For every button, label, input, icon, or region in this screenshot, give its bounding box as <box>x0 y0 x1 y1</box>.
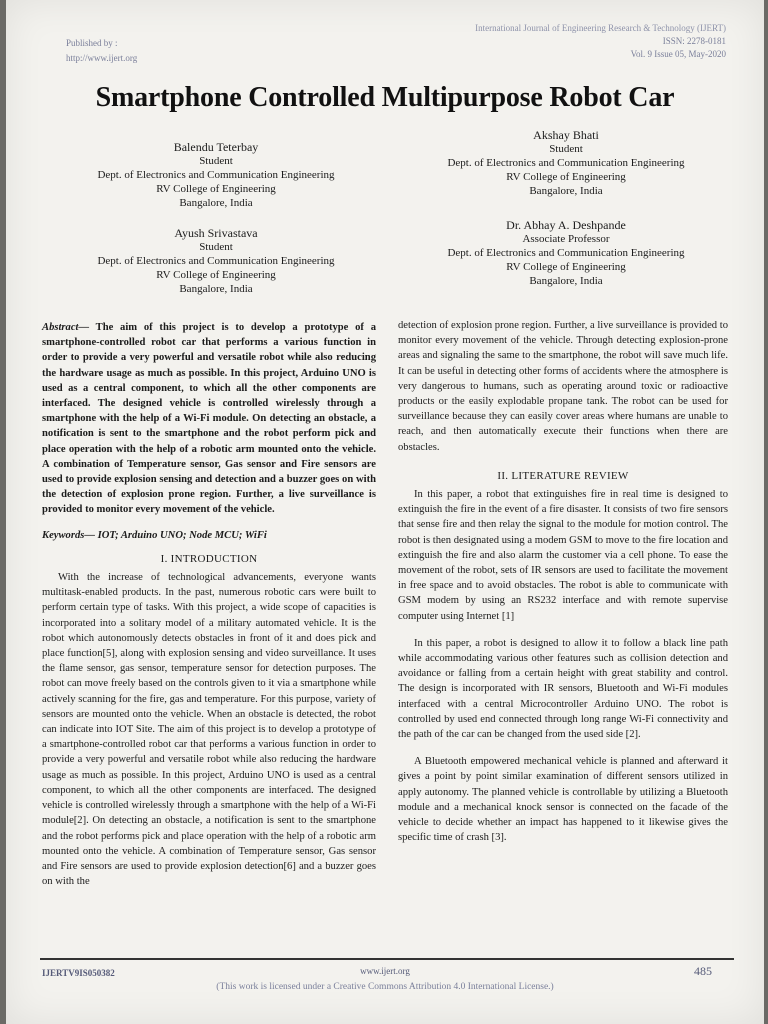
author-block <box>416 128 716 198</box>
author-name: Balendu Teterbay <box>173 140 259 154</box>
footer-rule <box>40 958 734 960</box>
author-name: Akshay Bhati <box>533 128 599 142</box>
published-by: Published by : <box>66 38 118 48</box>
introduction-text: With the increase of technological advancements, everyone wants multitask-enabled products. In the past, numerous robotic cars were built to perform certain type of tasks. With this project, a wide scope of capacities is incorporated into a solitary model of a military automated vehicle. It is the robot which autonomously detects obstacles in front of it and does pick and place function[5], along with explosion sensing and video surveillance. It uses the flame sensor, gas sensor, temperature sensor for detection purposes. The robot can move freely based on the controls given to it via a smartphone while actively scanning for the fire, gas and temperature. For this purpose, variety of sensors are mounted onto the vehicle. When an obstacle is detected, the robot can indicate into IOT Site. The aim of this project is to develop a prototype of a smartphone-controlled robot car that performs a various function in order to provide a very powerful and versatile robot while also reducing the hardware usage as much as possible. In this project, Arduino UNO is used as a central component, to which all the other components are interfaced. The designed vehicle is controlled wirelessly through a smartphone with the help of a Wi-Fi module[2]. On detecting an obstacle, a notification is sent to the smartphone and the robot performs pick and place operation with the help of a robotic arm mounted onto the vehicle. A combination of Temperature sensor, Gas sensor and Fire sensors are used to provide explosion detection[6] and a buzzer goes on with the <box>42 572 376 888</box>
journal-block <box>475 22 726 61</box>
author-college: RV College of Engineering <box>506 171 626 183</box>
author-name: Ayush Srivastava <box>174 226 258 240</box>
issn: ISSN: 2278-0181 <box>662 36 726 46</box>
license-note: (This work is licensed under a Creative Commons Attribution 4.0 International License.) <box>216 982 554 992</box>
author-college: RV College of Engineering <box>506 261 626 273</box>
author-city: Bangalore, India <box>179 197 253 209</box>
author-role: Student <box>199 155 233 167</box>
volume-issue: Vol. 9 Issue 05, May-2020 <box>630 49 726 59</box>
author-dept: Dept. of Electronics and Communication Engineering <box>97 169 335 181</box>
left-column <box>42 320 376 889</box>
footer-site: www.ijert.org <box>360 966 410 976</box>
abstract-text: The aim of this project is to develop a prototype of a smartphone-controlled robot car that performs a various function in order to provide a very powerful and versatile robot while also reducing the hardware usage as much as possible. In this project, Arduino UNO is used as a central component, to which all the other components are interfaced. The designed vehicle is controlled wirelessly through a smartphone with the help of a Wi-Fi module. On detecting an obstacle, a notification is sent to the smartphone and the robot perform pick and place operation with the help of a robotic arm mounted onto the vehicle. A combination of Temperature sensor, Gas sensor and Fire sensors are used to provide explosion sensing and detection and a buzzer goes on with the detection of explosion prone region. Further, a live surveillance is provided to monitor every movement of the vehicle. <box>42 322 376 516</box>
paper-id: IJERTV9IS050382 <box>42 968 115 978</box>
author-college: RV College of Engineering <box>156 183 276 195</box>
author-block <box>66 226 366 296</box>
paper-title: Smartphone Controlled Multipurpose Robot Car <box>95 82 675 113</box>
literature-paragraph: In this paper, a robot is designed to allow it to follow a black line path while accommodating various other features such as collision detection and avoidance or falling from a certain height with great stability and control. The design is incorporated with IR sensors, Bluetooth and Wi-Fi modules interfaced with a central Microcontroller Arduino UNO. The robot is controlled by used end connected through long range Wi-Fi connectivity and the path of the car can be changed from the used side [2]. <box>398 637 728 741</box>
literature-paragraph: In this paper, a robot that extinguishes fire in real time is designed to extinguish the fire in the event of a fire disaster. It consists of two fire sensors that sense fire and then relay the signal to the module for motion control. The robot is then designated using a modem GSM to move to the fire location and extinguish the fire and also alarm the customer via a cell phone. To ease the movement of the robot, sets of IR sensors are used to facilitate the movement in free space and to avoid obstacles. The robot is able to communicate with GSM modem by using an RS232 interface and with remote supervise computer using Internet [1] <box>398 489 728 622</box>
author-name: Dr. Abhay A. Deshpande <box>506 218 626 232</box>
author-city: Bangalore, India <box>179 283 253 295</box>
author-block <box>66 140 366 210</box>
author-dept: Dept. of Electronics and Communication Engineering <box>97 255 335 267</box>
publisher-site: http://www.ijert.org <box>66 53 138 63</box>
introduction-continuation: detection of explosion prone region. Further, a live surveillance is provided to monitor every movement of the vehicle. Through detecting explosion-prone areas and signaling the same to the smartphone, the robot will save much life. It can be useful in detecting other forms of accidents where the atmosphere is very dangerous to humans, such as operating around toxic or radioactive products or the easily explodable propane tank. The robot can be used for surveillance because they can easily cover areas where humans are unable to reach, and then automatically execute their functions when there are obstacles. <box>398 320 728 453</box>
author-city: Bangalore, India <box>529 185 603 197</box>
section-heading-literature-review: II. LITERATURE REVIEW <box>497 469 629 482</box>
abstract-label: Abstract— <box>42 322 90 333</box>
journal-name: International Journal of Engineering Research & Technology (IJERT) <box>475 23 726 33</box>
paper-page <box>6 0 764 1024</box>
author-role: Student <box>199 241 233 253</box>
author-role: Associate Professor <box>522 233 610 245</box>
author-dept: Dept. of Electronics and Communication Engineering <box>447 157 685 169</box>
page-number: 485 <box>694 964 712 978</box>
author-role: Student <box>549 143 583 155</box>
section-heading-introduction: I. INTRODUCTION <box>160 552 258 565</box>
keywords: Keywords— IOT; Arduino UNO; Node MCU; WiFi <box>42 529 267 541</box>
literature-paragraph: A Bluetooth empowered mechanical vehicle is planned and afterward it gives a point by point similar examination of different sensors utilized in apply autonomy. The planned vehicle is controllable by utilizing a Bluetooth module and a mechanical knock sensor is connected on the facade of the vehicle to decide whether an impact has happened to it likewise gives the specific time of crash [3]. <box>398 756 728 844</box>
author-city: Bangalore, India <box>529 275 603 287</box>
author-block <box>416 218 716 288</box>
publisher-block <box>66 36 137 66</box>
right-column <box>398 318 728 846</box>
author-dept: Dept. of Electronics and Communication Engineering <box>447 247 685 259</box>
abstract <box>42 320 376 518</box>
author-college: RV College of Engineering <box>156 269 276 281</box>
